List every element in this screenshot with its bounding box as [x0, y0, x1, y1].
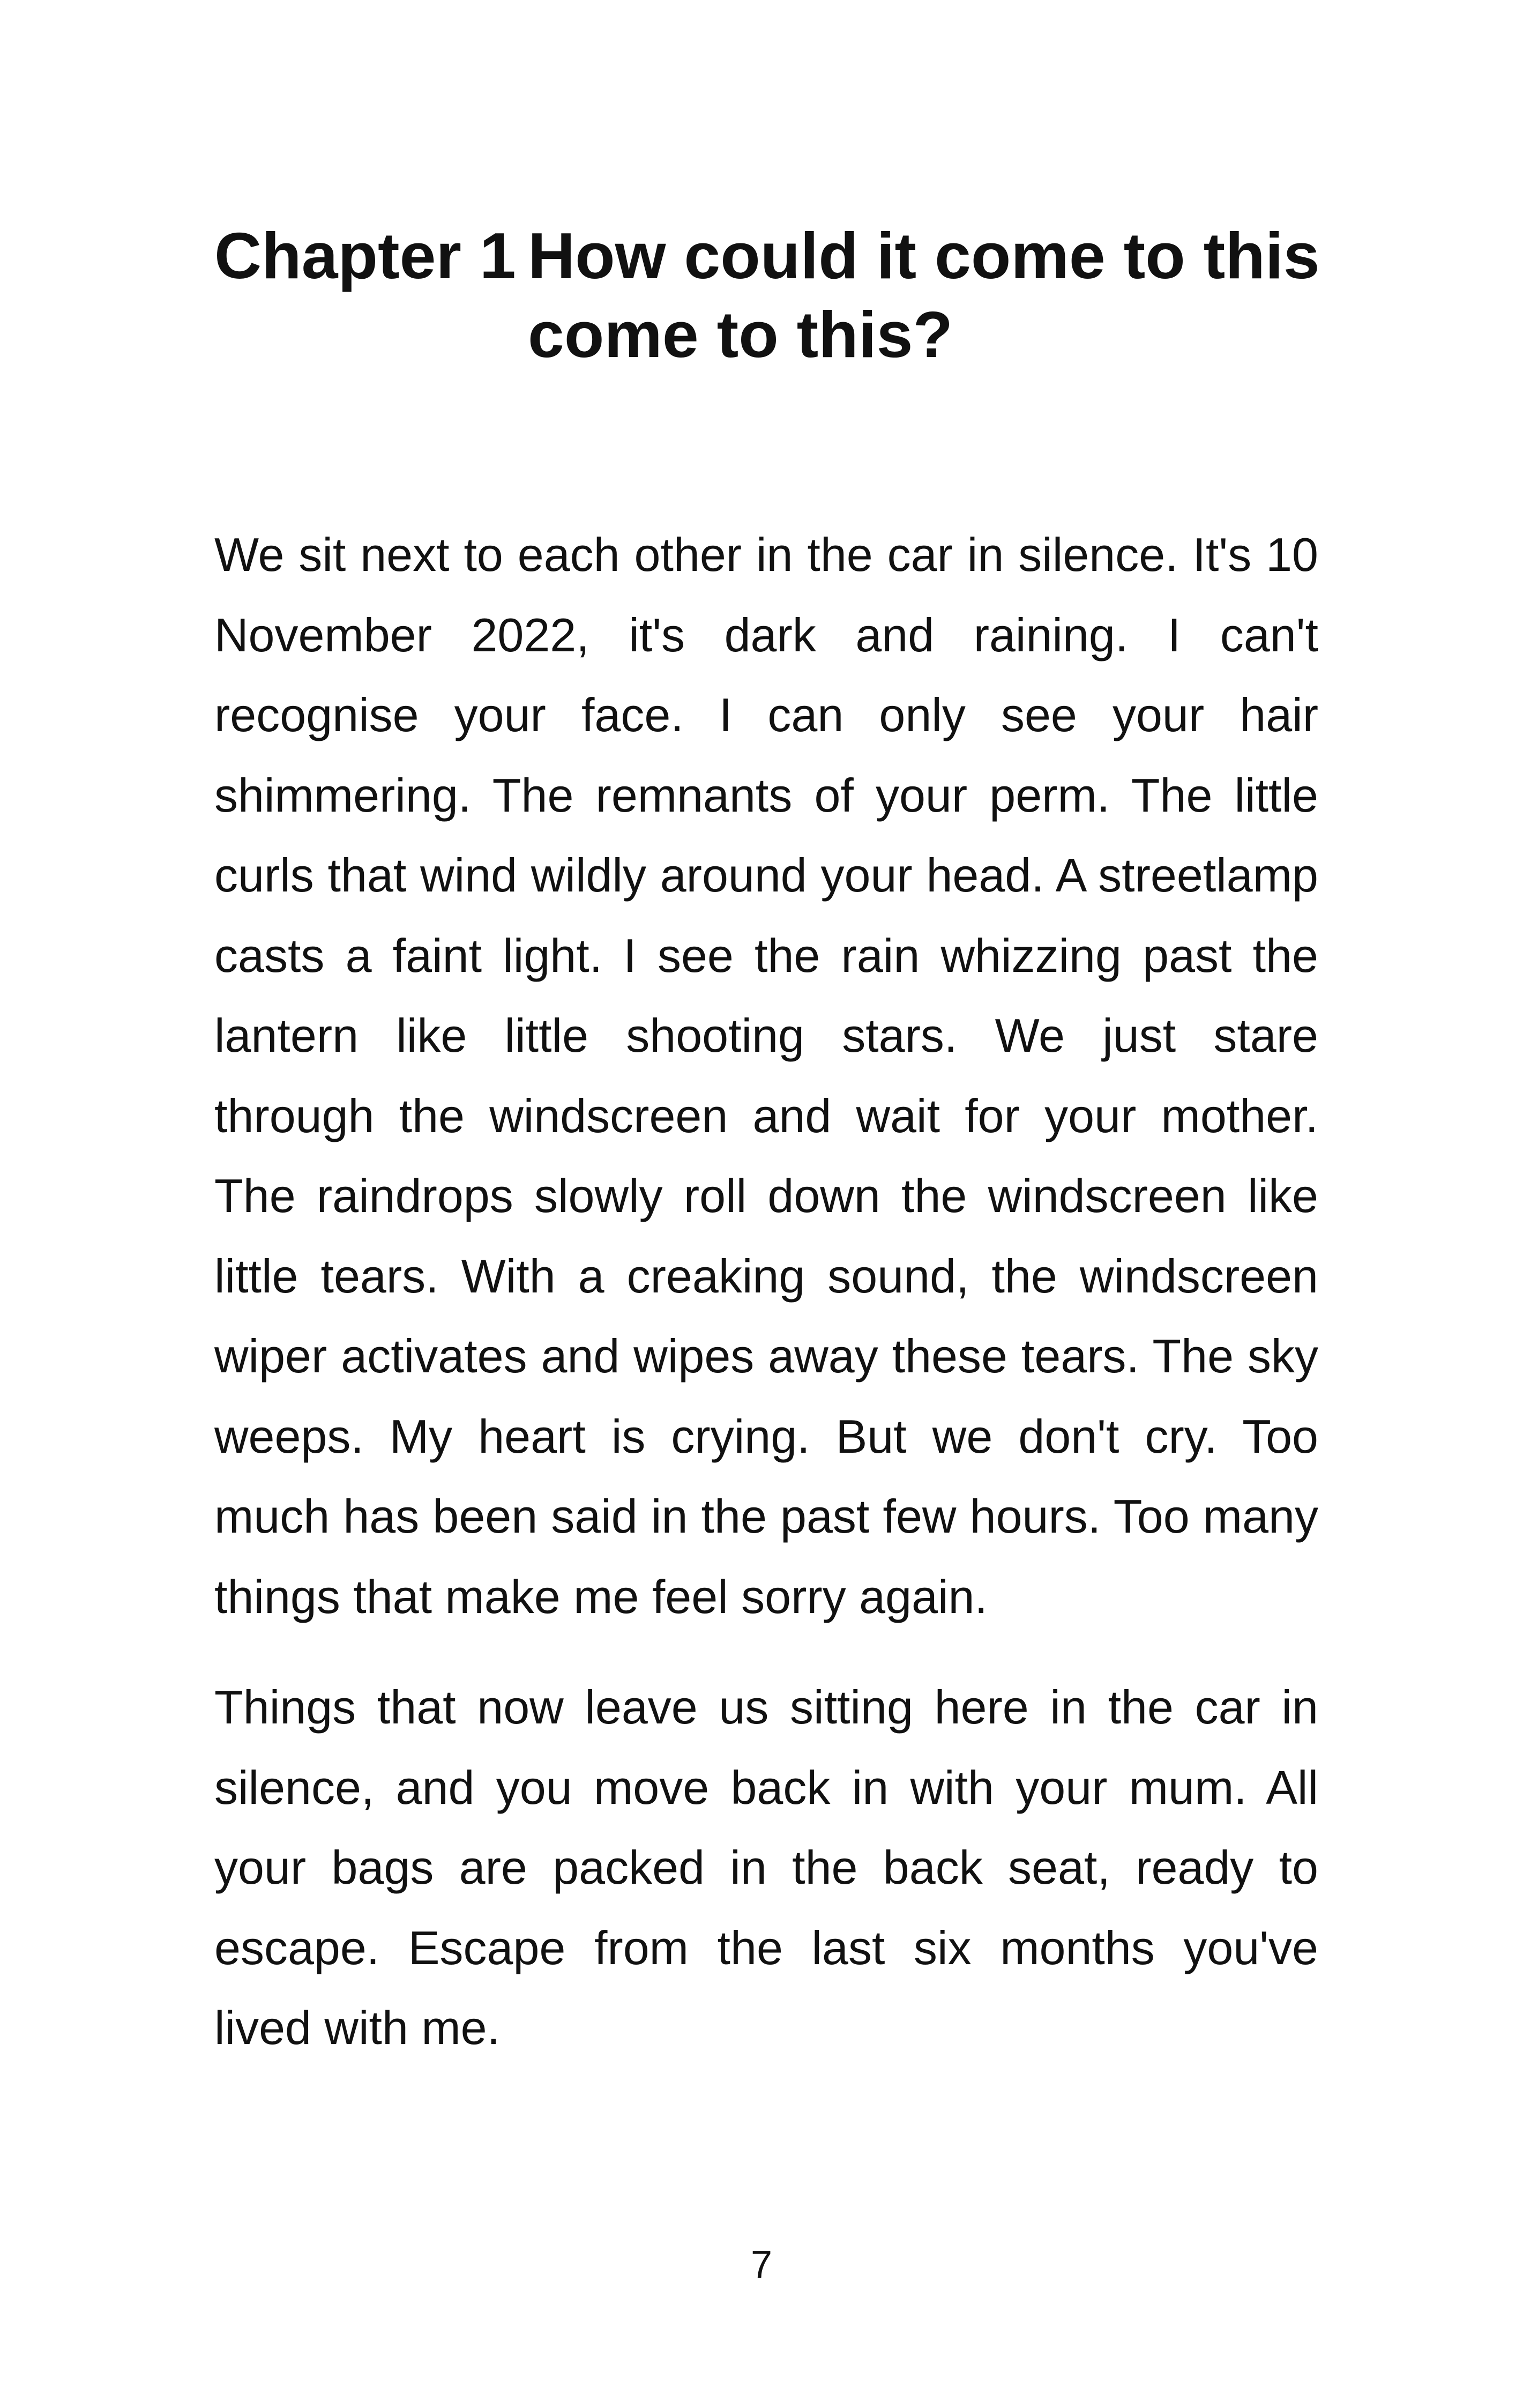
page-number: 7	[750, 2243, 773, 2286]
chapter-heading	[214, 217, 1324, 374]
body-paragraph: Things that now leave us sitting here in the car in silence, and you move back in with your mum. All your bags are packed in the back seat, ready to escape. Escape from the last six months you've lived with me.	[214, 1681, 1318, 2054]
chapter-label: Chapter 1	[214, 219, 516, 292]
chapter-body	[214, 515, 1318, 2068]
body-paragraph: We sit next to each other in the car in silence. It's 10 November 2022, it's dark and raining. I can't recognise your face. I can only see your hair shimmering. The remnants of your perm. The little curls that wind wildly around your head. A streetlamp casts a faint light. I see the rain whizzing past the lantern like little shooting stars. We just stare through the windscreen and wait for your mother. The raindrops slowly roll down the windscreen like little tears. With a creaking sound, the windscreen wiper activates and wipes away these tears. The sky weeps. My heart is crying. But we don't cry. Too much has been said in the past few hours. Too many things that make me feel sorry again.	[214, 528, 1318, 1623]
chapter-title: How could it come to this come to this?	[528, 219, 1320, 371]
